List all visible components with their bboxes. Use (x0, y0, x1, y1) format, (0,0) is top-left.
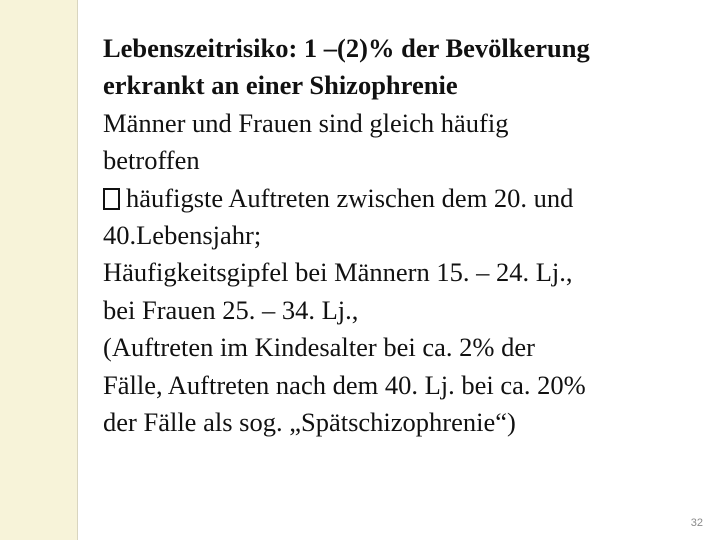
page-number: 32 (690, 517, 703, 529)
left-decorative-bar (0, 0, 78, 540)
peak-line-1: Häufigkeitsgipfel bei Männern 15. – 24. Lj., (103, 257, 573, 288)
slide-text (103, 30, 703, 441)
peak-line-2: bei Frauen 25. – 34. Lj., (103, 294, 359, 325)
childhood-line-1: (Auftreten im Kindesalter bei ca. 2% der (103, 332, 535, 363)
risk-heading-line-2: erkrankt an einer Shizophrenie (103, 70, 458, 101)
childhood-line-2: Fälle, Auftreten nach dem 40. Lj. bei ca. 20% (103, 369, 586, 400)
box-bullet-icon (103, 188, 120, 210)
gender-line-1: Männer und Frauen sind gleich häufig (103, 107, 509, 138)
risk-heading-line-1: Lebenszeitrisiko: 1 –(2)% der Bevölkerung (103, 33, 590, 63)
gender-line-2: betroffen (103, 145, 200, 176)
late-onset-line: der Fälle als sog. „Spätschizophrenie“) (103, 407, 516, 438)
onset-line-2: 40.Lebensjahr; (103, 220, 262, 251)
onset-line-1 (103, 180, 703, 217)
onset-text: häufigste Auftreten zwischen dem 20. und (126, 182, 574, 213)
